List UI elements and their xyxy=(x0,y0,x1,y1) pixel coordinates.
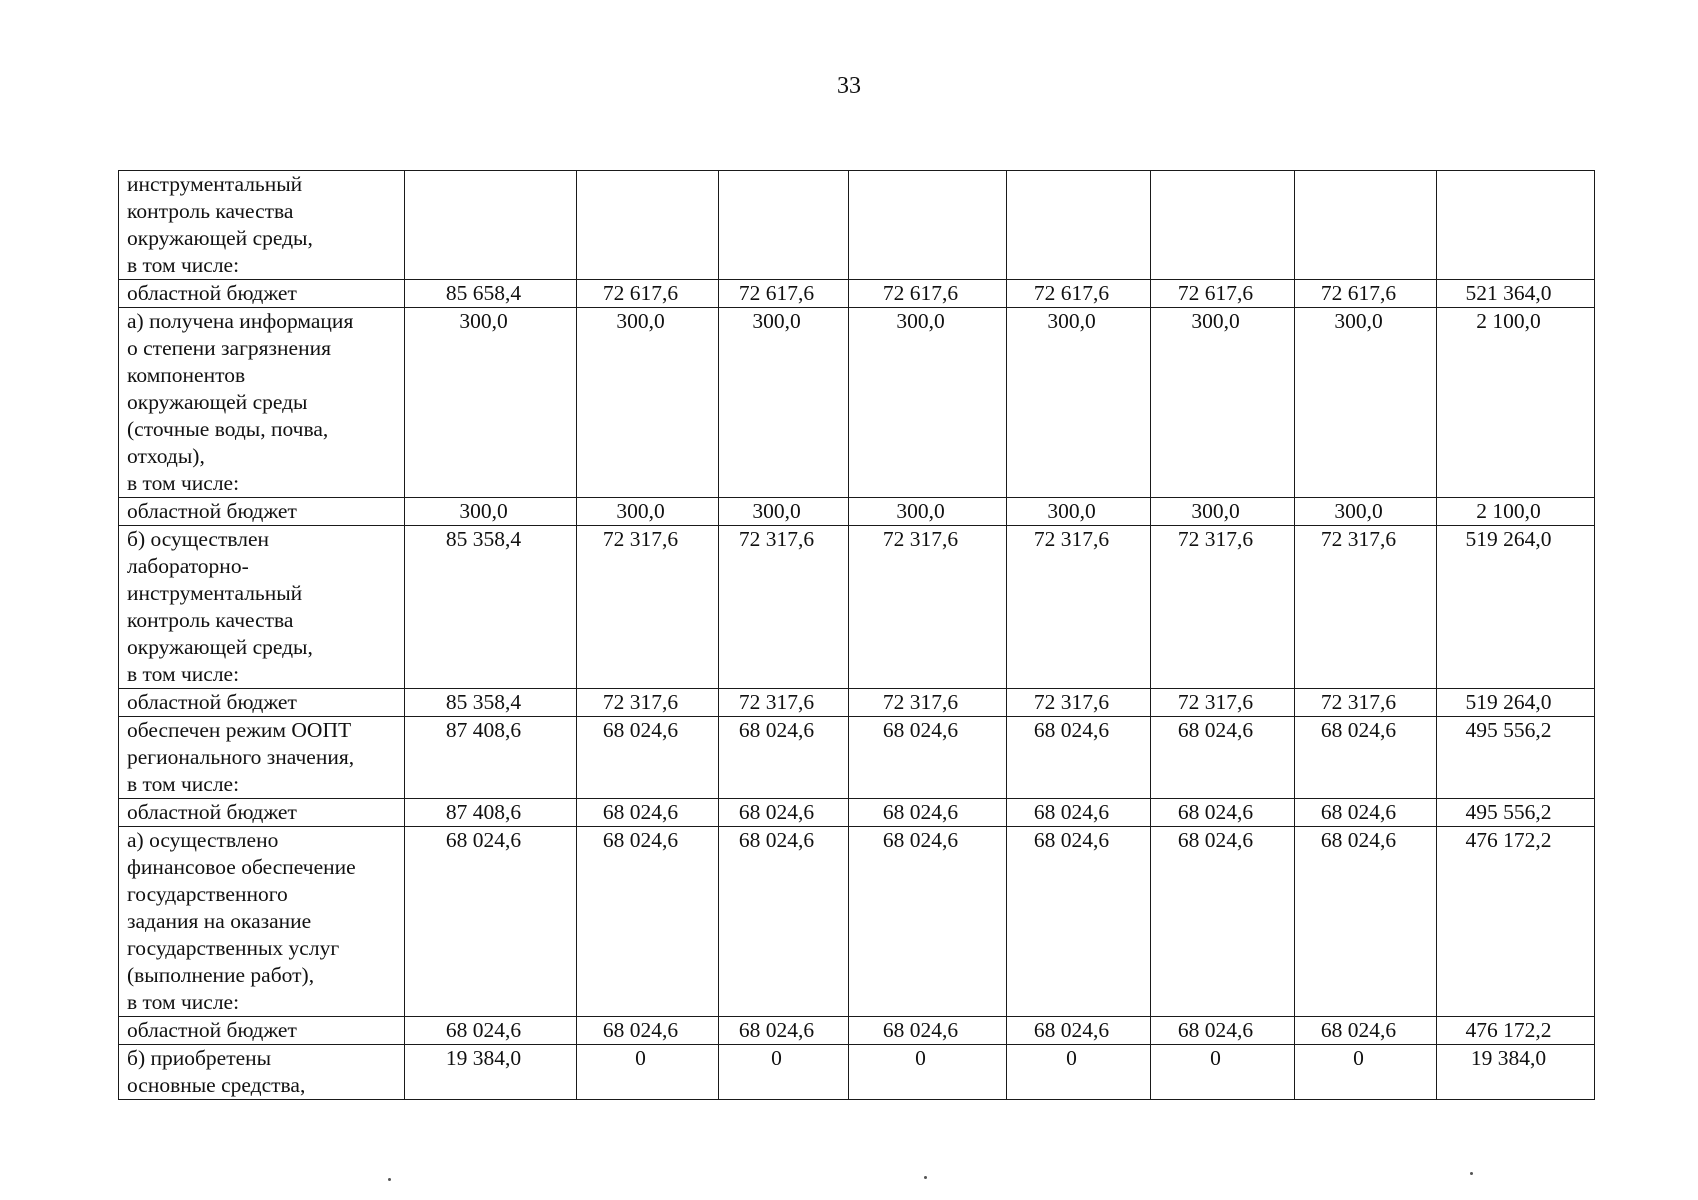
value-cell xyxy=(405,171,577,280)
value-cell: 68 024,6 xyxy=(405,1017,577,1045)
value-cell: 300,0 xyxy=(849,498,1007,526)
value-cell: 68 024,6 xyxy=(1007,717,1151,799)
value-cell: 68 024,6 xyxy=(1295,717,1437,799)
table-row xyxy=(119,717,1595,799)
row-label: областной бюджет xyxy=(119,799,405,827)
value-cell: 300,0 xyxy=(1295,308,1437,498)
value-cell xyxy=(1151,171,1295,280)
value-cell: 68 024,6 xyxy=(1151,799,1295,827)
value-cell: 300,0 xyxy=(1007,498,1151,526)
value-cell: 68 024,6 xyxy=(1295,1017,1437,1045)
value-cell: 85 358,4 xyxy=(405,689,577,717)
value-cell: 85 358,4 xyxy=(405,526,577,689)
total-cell: 2 100,0 xyxy=(1437,498,1595,526)
value-cell: 0 xyxy=(719,1045,849,1100)
value-cell: 72 317,6 xyxy=(849,526,1007,689)
row-label: б) осуществлен лабораторно- инструментальный контроль качества окружающей среды, в том числе: xyxy=(119,526,405,689)
value-cell: 72 317,6 xyxy=(1007,526,1151,689)
value-cell: 0 xyxy=(849,1045,1007,1100)
value-cell: 68 024,6 xyxy=(1007,827,1151,1017)
value-cell: 300,0 xyxy=(849,308,1007,498)
value-cell: 68 024,6 xyxy=(719,799,849,827)
row-label: б) приобретены основные средства, xyxy=(119,1045,405,1100)
row-label: областной бюджет xyxy=(119,689,405,717)
value-cell: 68 024,6 xyxy=(1151,827,1295,1017)
value-cell: 72 617,6 xyxy=(1007,280,1151,308)
value-cell: 300,0 xyxy=(719,498,849,526)
value-cell: 68 024,6 xyxy=(849,799,1007,827)
total-cell: 2 100,0 xyxy=(1437,308,1595,498)
value-cell: 72 617,6 xyxy=(1151,280,1295,308)
value-cell: 72 617,6 xyxy=(849,280,1007,308)
table-row xyxy=(119,498,1595,526)
value-cell: 72 317,6 xyxy=(1007,689,1151,717)
value-cell: 68 024,6 xyxy=(577,827,719,1017)
value-cell: 68 024,6 xyxy=(1007,1017,1151,1045)
table-row xyxy=(119,689,1595,717)
value-cell: 72 617,6 xyxy=(719,280,849,308)
table-row xyxy=(119,526,1595,689)
table-row xyxy=(119,308,1595,498)
table-row xyxy=(119,1017,1595,1045)
table-row xyxy=(119,171,1595,280)
value-cell: 72 317,6 xyxy=(577,689,719,717)
row-label: а) получена информация о степени загрязнения компонентов окружающей среды (сточные воды, почва, отходы), в том числе: xyxy=(119,308,405,498)
value-cell: 300,0 xyxy=(1151,498,1295,526)
value-cell: 300,0 xyxy=(1007,308,1151,498)
budget-table xyxy=(118,170,1595,1100)
total-cell: 495 556,2 xyxy=(1437,799,1595,827)
total-cell: 19 384,0 xyxy=(1437,1045,1595,1100)
value-cell: 300,0 xyxy=(719,308,849,498)
total-cell: 519 264,0 xyxy=(1437,689,1595,717)
value-cell: 19 384,0 xyxy=(405,1045,577,1100)
value-cell: 72 317,6 xyxy=(719,689,849,717)
value-cell: 72 317,6 xyxy=(719,526,849,689)
value-cell: 300,0 xyxy=(577,498,719,526)
row-label: инструментальный контроль качества окружающей среды, в том числе: xyxy=(119,171,405,280)
value-cell: 68 024,6 xyxy=(719,1017,849,1045)
row-label: а) осуществлено финансовое обеспечение государственного задания на оказание государственных услуг (выполнение работ), в том числе: xyxy=(119,827,405,1017)
table-row xyxy=(119,1045,1595,1100)
value-cell xyxy=(1007,171,1151,280)
value-cell xyxy=(577,171,719,280)
value-cell: 72 317,6 xyxy=(577,526,719,689)
value-cell: 72 317,6 xyxy=(1151,526,1295,689)
value-cell: 72 617,6 xyxy=(1295,280,1437,308)
value-cell: 68 024,6 xyxy=(849,717,1007,799)
row-label: областной бюджет xyxy=(119,1017,405,1045)
value-cell: 0 xyxy=(1151,1045,1295,1100)
total-cell: 476 172,2 xyxy=(1437,827,1595,1017)
value-cell: 68 024,6 xyxy=(1295,827,1437,1017)
value-cell: 68 024,6 xyxy=(577,1017,719,1045)
total-cell xyxy=(1437,171,1595,280)
value-cell xyxy=(719,171,849,280)
value-cell: 300,0 xyxy=(1151,308,1295,498)
value-cell: 85 658,4 xyxy=(405,280,577,308)
table-row xyxy=(119,827,1595,1017)
row-label: областной бюджет xyxy=(119,498,405,526)
value-cell: 68 024,6 xyxy=(719,717,849,799)
value-cell: 87 408,6 xyxy=(405,799,577,827)
table-body xyxy=(119,171,1595,1100)
value-cell: 68 024,6 xyxy=(1295,799,1437,827)
value-cell: 68 024,6 xyxy=(719,827,849,1017)
scan-dot xyxy=(1470,1172,1473,1175)
value-cell: 72 317,6 xyxy=(849,689,1007,717)
value-cell: 72 617,6 xyxy=(577,280,719,308)
total-cell: 476 172,2 xyxy=(1437,1017,1595,1045)
value-cell: 0 xyxy=(1007,1045,1151,1100)
total-cell: 521 364,0 xyxy=(1437,280,1595,308)
value-cell: 300,0 xyxy=(405,498,577,526)
total-cell: 495 556,2 xyxy=(1437,717,1595,799)
total-cell: 519 264,0 xyxy=(1437,526,1595,689)
value-cell xyxy=(849,171,1007,280)
value-cell: 72 317,6 xyxy=(1295,526,1437,689)
scan-dot xyxy=(388,1178,391,1181)
value-cell: 68 024,6 xyxy=(577,799,719,827)
value-cell: 0 xyxy=(1295,1045,1437,1100)
table-row xyxy=(119,280,1595,308)
row-label: областной бюджет xyxy=(119,280,405,308)
value-cell: 68 024,6 xyxy=(1151,717,1295,799)
value-cell xyxy=(1295,171,1437,280)
value-cell: 68 024,6 xyxy=(405,827,577,1017)
value-cell: 300,0 xyxy=(577,308,719,498)
value-cell: 87 408,6 xyxy=(405,717,577,799)
value-cell: 72 317,6 xyxy=(1295,689,1437,717)
row-label: обеспечен режим ООПТ регионального значения, в том числе: xyxy=(119,717,405,799)
value-cell: 300,0 xyxy=(405,308,577,498)
value-cell: 68 024,6 xyxy=(849,1017,1007,1045)
value-cell: 300,0 xyxy=(1295,498,1437,526)
value-cell: 68 024,6 xyxy=(1151,1017,1295,1045)
value-cell: 68 024,6 xyxy=(1007,799,1151,827)
table-row xyxy=(119,799,1595,827)
page-number: 33 xyxy=(837,73,861,99)
value-cell: 0 xyxy=(577,1045,719,1100)
value-cell: 68 024,6 xyxy=(577,717,719,799)
scan-dot xyxy=(924,1176,927,1179)
value-cell: 72 317,6 xyxy=(1151,689,1295,717)
value-cell: 68 024,6 xyxy=(849,827,1007,1017)
